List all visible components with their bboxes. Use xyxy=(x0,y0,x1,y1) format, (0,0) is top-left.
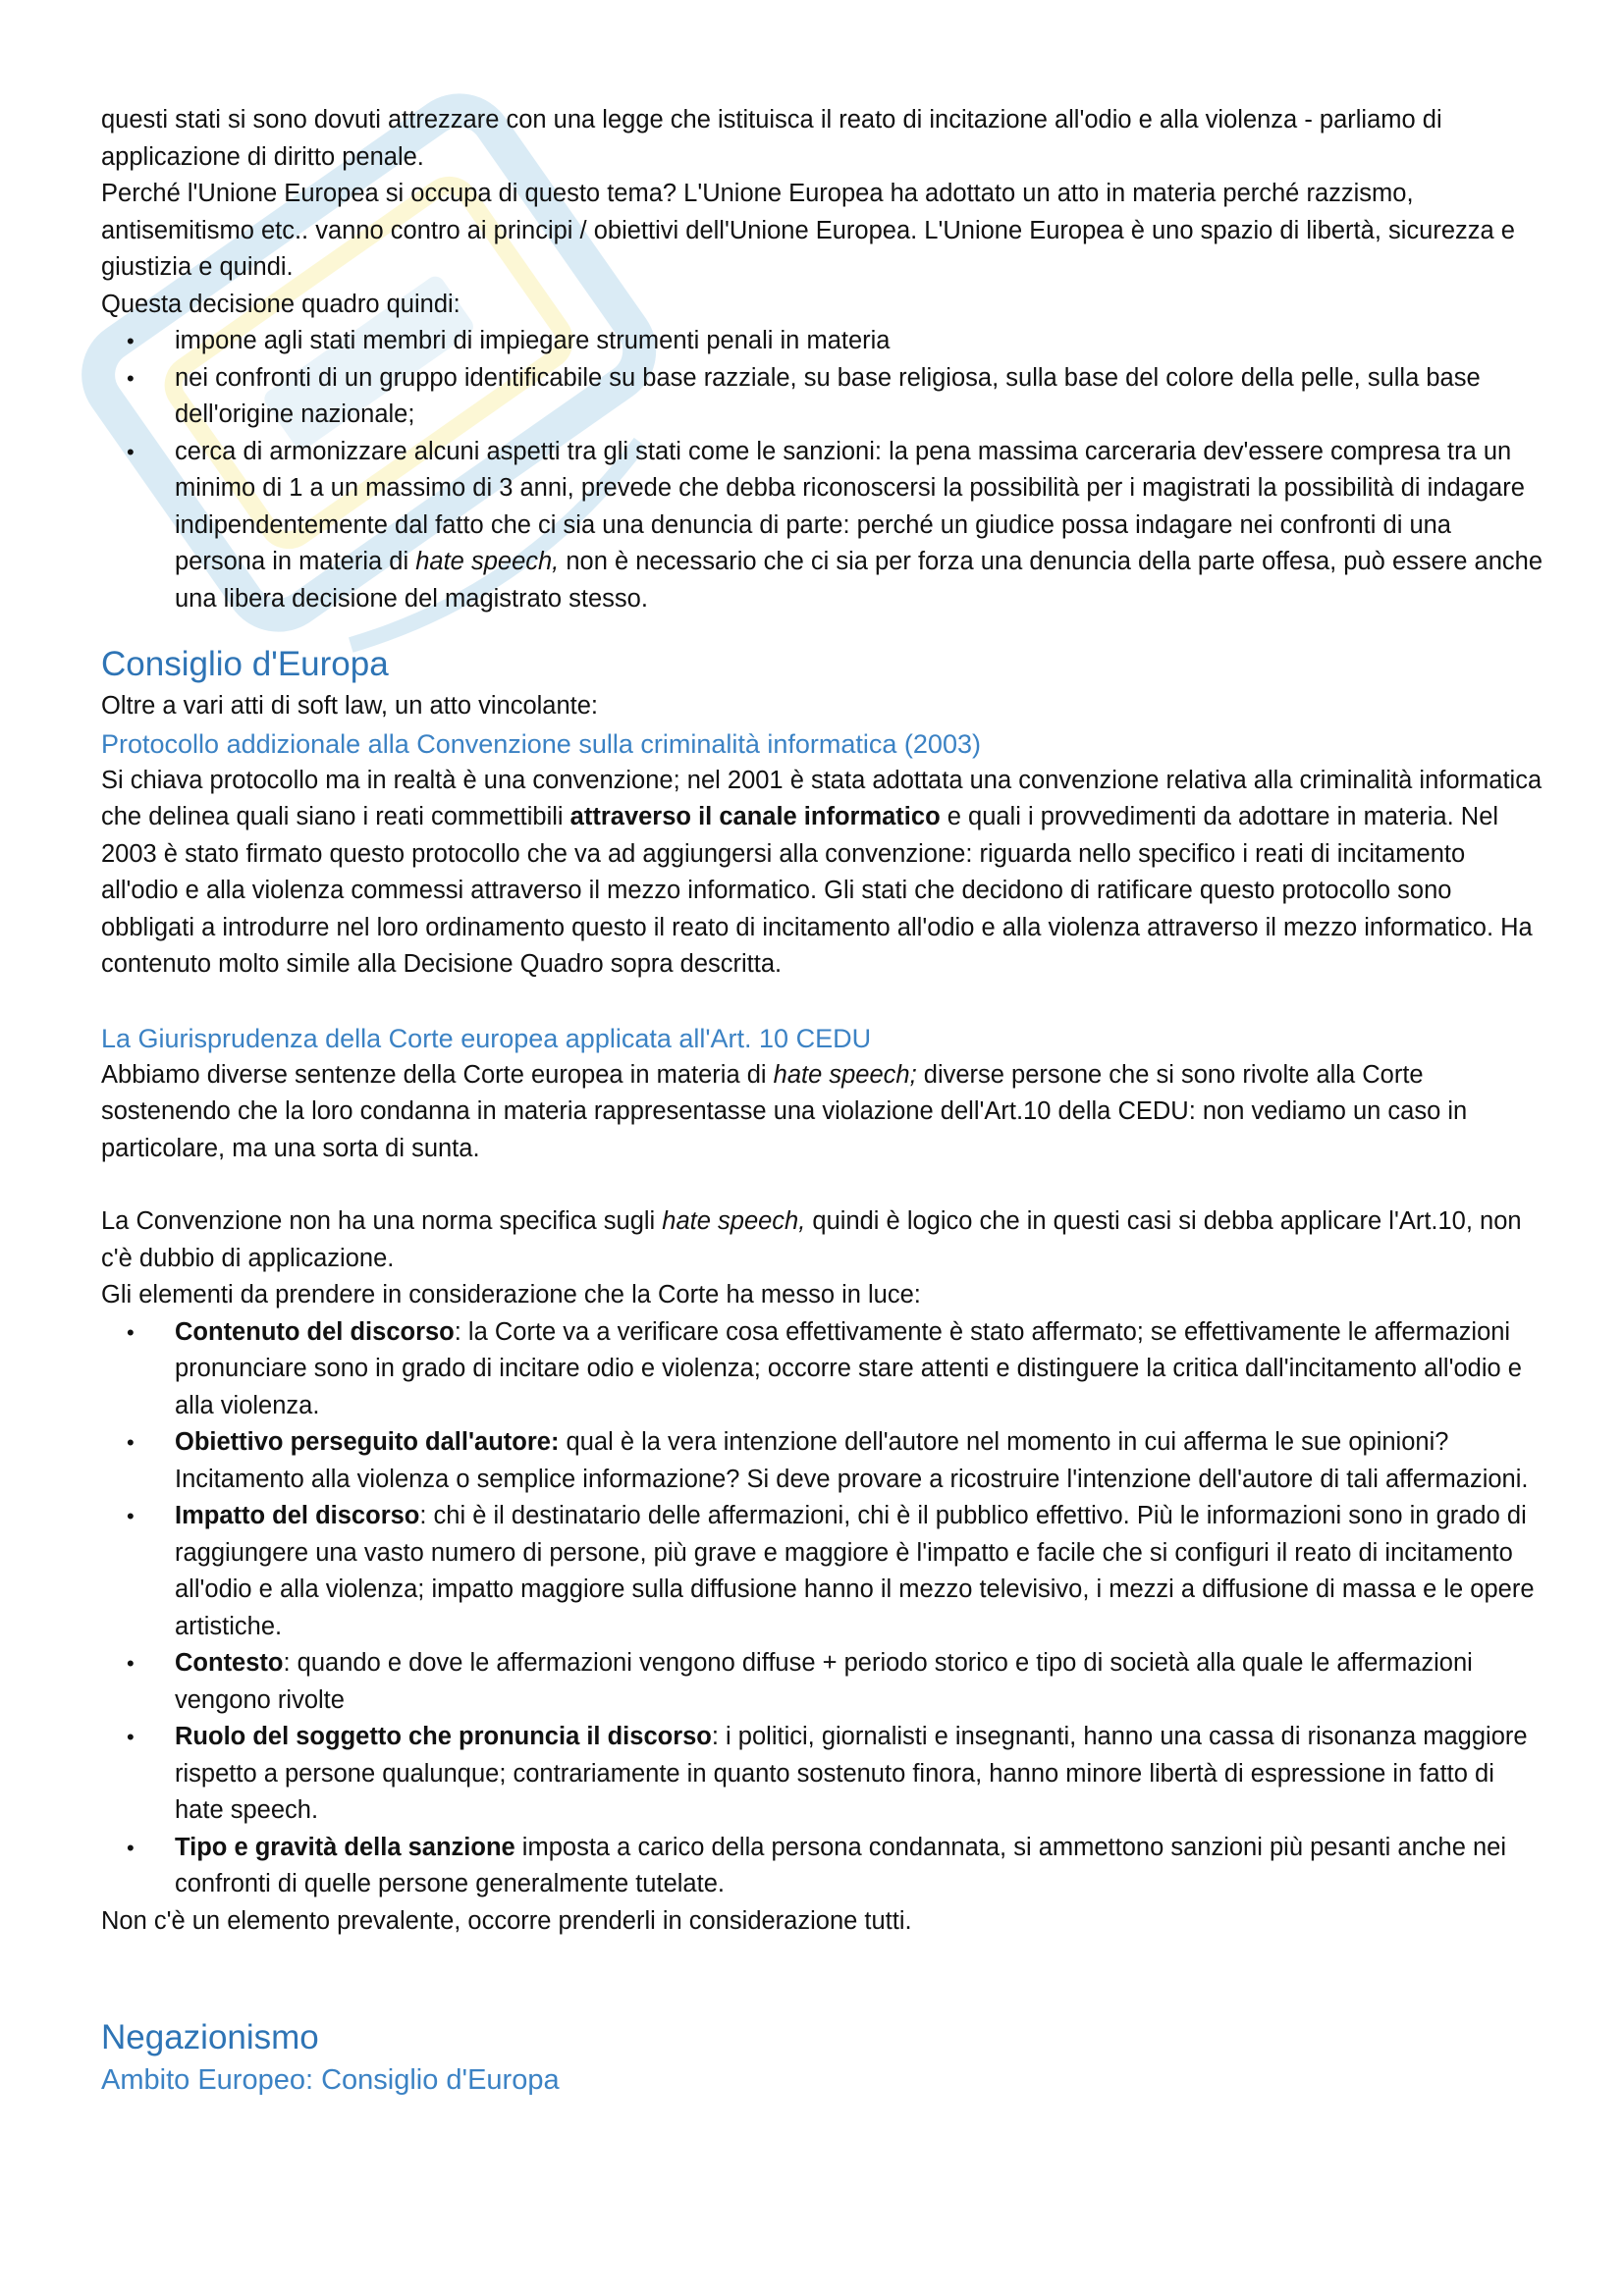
intro-paragraph-2: Perché l'Unione Europea si occupa di questo tema? L'Unione Europea ha adottato un atto in materia perché razzismo, antisemitismo etc.. vanno contro ai principi / obiettivi dell'Unione Europea. L'Unione Europea è uno spazio di libertà, sicurezza e giustizia e quindi. xyxy=(101,180,1515,281)
protocollo-paragraph xyxy=(101,763,1544,984)
list-item: • nei confronti di un gruppo identificabile su base razziale, su base religiosa, sulla base del colore della pelle, sulla base dell'origine nazionale; xyxy=(101,360,1544,434)
list-item xyxy=(101,434,1544,618)
italic-term: hate speech; xyxy=(773,1060,917,1089)
element-text: : la Corte va a verificare cosa effettivamente è stato affermato; se effettivamente le affermazioni pronunciare sono in grado di incitare odio e violenza; occorre stare attenti e distinguere la critica dall'incitamento all'odio e alla violenza. xyxy=(175,1317,1522,1419)
closing-sentence: Non c'è un elemento prevalente, occorre prenderli in considerazione tutti. xyxy=(101,1906,912,1935)
bullet-text: cerca di armonizzare alcuni aspetti tra gli stati come le sanzioni: la pena massima carceraria dev'essere compresa tra un minimo di 1 a un massimo di 3 anni, prevede che debba riconoscersi la possibilità per i magistrati la possibilità di indagare indipendentemente dal fatto che ci sia una denuncia di parte: perché un giudice possa indagare nei confronti di una persona in materia di xyxy=(175,437,1525,575)
giurisprudenza-paragraph-3: Gli elementi da prendere in considerazione che la Corte ha messo in luce: xyxy=(101,1281,921,1308)
italic-term: hate speech, xyxy=(662,1207,806,1235)
element-text: : chi è il destinatario delle affermazioni, chi è il pubblico effettivo. Più le informazioni sono in grado di raggiungere una vasto numero di persone, più grave e maggiore è l'impatto e facile che si configuri il reato di incitamento all'odio e alla violenza; impatto maggiore sulla diffusione hanno il mezzo televisivo, i mezzi a diffusione di massa e le opere artistiche. xyxy=(175,1502,1535,1640)
text-run: diverse persone che si sono rivolte alla Corte sostenendo che la loro condanna in materia rappresentasse una violazione dell'Art.10 della CEDU: non vediamo un caso in particolare, ma una sorta di sunta. xyxy=(101,1060,1468,1162)
element-text: : i politici, giornalisti e insegnanti, hanno una cassa di risonanza maggiore rispetto a persone qualunque; contrariamente in quanto sostenuto finora, hanno minore libertà di espressione in fatto di hate speech. xyxy=(175,1723,1528,1824)
element-title: Contesto xyxy=(175,1649,284,1677)
text-run: quindi è logico che in questi casi si debba applicare l'Art.10, non c'è dubbio di applicazione. xyxy=(101,1207,1522,1272)
giurisprudenza-paragraph-1 xyxy=(101,1057,1544,1168)
consiglio-intro-line: Oltre a vari atti di soft law, un atto vincolante: xyxy=(101,692,599,720)
bullet-text: non è necessario che ci sia per forza una denuncia della parte offesa, può essere anche una libera decisione del magistrato stesso. xyxy=(175,548,1543,613)
element-text: imposta a carico della persona condannata, si ammettono sanzioni più pesanti anche nei confronti di quelle persone generalmente tutelate. xyxy=(175,1833,1507,1897)
element-title: Tipo e gravità della sanzione xyxy=(175,1833,515,1861)
text-run: Si chiava protocollo ma in realtà è una convenzione; nel 2001 è stata adottata una convenzione relativa alla criminalità informatica che delinea quali siano i reati commettibili xyxy=(101,766,1543,830)
list-item xyxy=(101,1498,1544,1645)
intro-paragraph-1: questi stati si sono dovuti attrezzare con una legge che istituisca il reato di incitazione all'odio e alla violenza - parliamo di applicazione di diritto penale. xyxy=(101,106,1442,171)
list-item xyxy=(101,1719,1544,1830)
list-item xyxy=(101,1314,1544,1425)
section-heading-consiglio: Consiglio d'Europa xyxy=(101,645,389,683)
subheading-protocollo: Protocollo addizionale alla Convenzione sulla criminalità informatica (2003) xyxy=(101,728,981,759)
element-text: qual è la vera intenzione dell'autore nel momento in cui afferma le sue opinioni? Incitamento alla violenza o semplice informazione? Si deve provare a ricostruire l'intenzione dell'autore di tali affermazioni. xyxy=(175,1428,1529,1493)
text-run: La Convenzione non ha una norma specifica sugli xyxy=(101,1207,663,1235)
list-item: • impone agli stati membri di impiegare strumenti penali in materia xyxy=(101,323,1544,360)
text-run: e quali i provvedimenti da adottare in materia. Nel 2003 è stato firmato questo protocollo che va ad aggiungersi alla convenzione: riguarda nello specifico i reati di incitamento all'odio e alla violenza commessi attraverso il mezzo informatico. Gli stati che decidono di ratificare questo protocollo sono obbligati a introdurre nel loro ordinamento questo il reato di incitamento all'odio e alla violenza attraverso il mezzo informatico. Ha contenuto molto simile alla Decisione Quadro sopra descritta. xyxy=(101,803,1533,978)
intro-paragraph-3: Questa decisione quadro quindi: xyxy=(101,290,460,318)
section-heading-negazionismo: Negazionismo xyxy=(101,2018,319,2056)
list-item xyxy=(101,1645,1544,1719)
text-run: Abbiamo diverse sentenze della Corte europea in materia di xyxy=(101,1060,774,1089)
element-title: Ruolo del soggetto che pronuncia il discorso xyxy=(175,1723,712,1750)
list-item xyxy=(101,1830,1544,1903)
document-page xyxy=(101,102,1544,2099)
element-title: Obiettivo perseguito dall'autore: xyxy=(175,1428,560,1456)
subheading-giurisprudenza: La Giurisprudenza della Corte europea applicata all'Art. 10 CEDU xyxy=(101,1023,872,1053)
bold-term: attraverso il canale informatico xyxy=(569,803,941,830)
elements-bullet-list xyxy=(101,1314,1544,1903)
italic-term: hate speech, xyxy=(415,548,560,575)
list-item xyxy=(101,1424,1544,1498)
intro-bullet-list xyxy=(101,323,1544,617)
giurisprudenza-paragraph-2 xyxy=(101,1203,1544,1277)
element-title: Impatto del discorso xyxy=(175,1502,420,1529)
subheading-ambito-europeo: Ambito Europeo: Consiglio d'Europa xyxy=(101,2064,560,2096)
element-text: : quando e dove le affermazioni vengono diffuse + periodo storico e tipo di società alla quale le affermazioni vengono rivolte xyxy=(175,1649,1473,1714)
element-title: Contenuto del discorso xyxy=(175,1317,455,1346)
